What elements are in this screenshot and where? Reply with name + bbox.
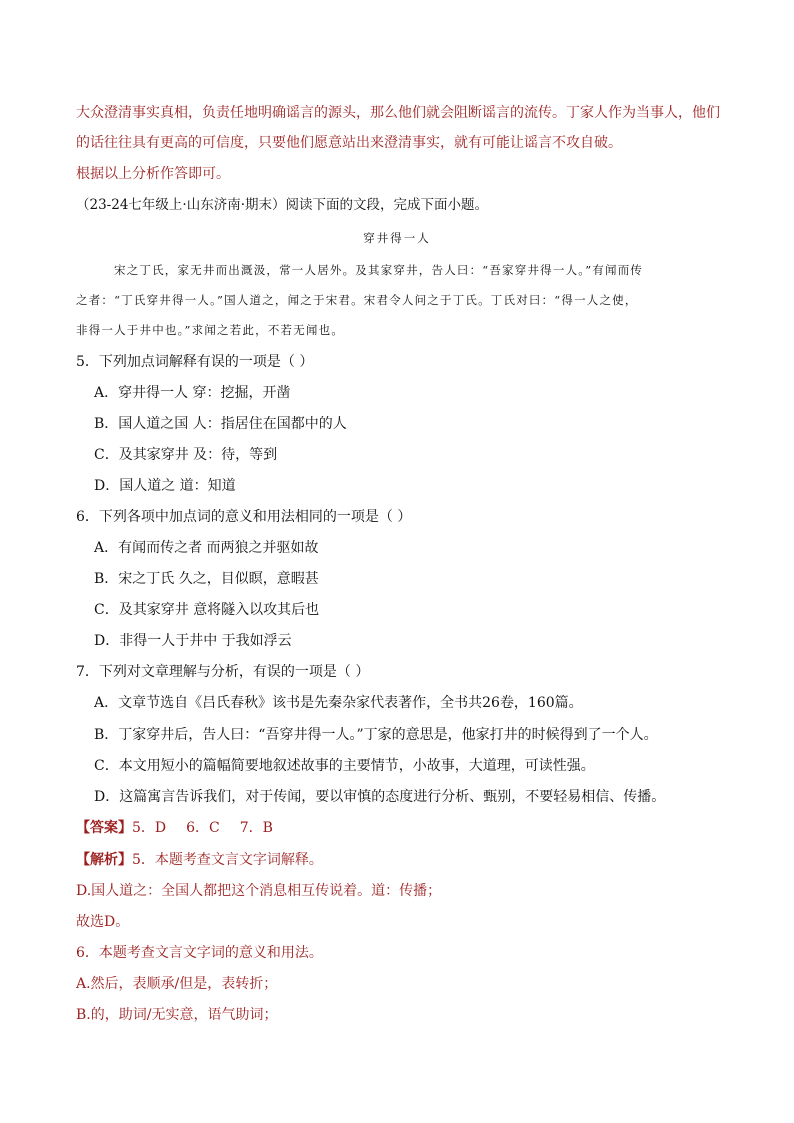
question-6-option-d: D．非得一人于井中 于我如浮云	[94, 633, 292, 649]
passage-source: （23-24七年级上·山东济南·期末）阅读下面的文段，完成下面小题。	[76, 197, 488, 213]
passage-line-2: 之者：“丁氏穿井得一人。”国人道之，闻之于宋君。宋君令人问之于丁氏。丁氏对曰：“得一人之使，	[76, 293, 638, 307]
passage-line-3: 非得一人于井中也。”求闻之若此，不若无闻也。	[76, 323, 345, 337]
question-5-stem: 5．下列加点词解释有误的一项是（ ）	[76, 354, 314, 370]
question-7-option-d: D．这篇寓言告诉我们，对于传闻，要以审慎的态度进行分析、甄别，不要轻易相信、传播。	[94, 789, 666, 805]
question-5-option-a: A．穿井得一人 穿：挖掘，开凿	[94, 385, 291, 401]
question-7-option-a: A．文章节选自《吕氏春秋》该书是先秦杂家代表著作，全书共26卷，160篇。	[94, 695, 583, 711]
passage-line-1: 宋之丁氏，家无井而出溉汲，常一人居外。及其家穿井，告人曰：“吾家穿井得一人。”有闻而传	[114, 263, 644, 277]
analysis-line-4: A.然后，表顺承/但是，表转折；	[76, 976, 278, 992]
question-5-option-b: B．国人道之国 人：指居住在国都中的人	[94, 416, 347, 432]
analysis-line-1: D.国人道之：全国人都把这个消息相互传说着。道：传播；	[76, 883, 442, 899]
question-6-stem: 6．下列各项中加点词的意义和用法相同的一项是（ ）	[76, 509, 412, 525]
analysis-tag: 【解析】	[76, 852, 132, 868]
analysis-line-3: 6．本题考查文言文字词的意义和用法。	[76, 945, 323, 961]
analysis-line	[76, 850, 323, 870]
analysis-line-2: 故选D。	[76, 914, 130, 930]
explanation-line-2: 的话往往具有更高的可信度，只要他们愿意站出来澄清事实，就有可能让谣言不攻自破。	[76, 135, 622, 151]
question-5-option-c: C．及其家穿井 及：待，等到	[94, 447, 278, 463]
question-6-option-c: C．及其家穿井 意将隧入以攻其后也	[94, 602, 320, 618]
explanation-line-3: 根据以上分析作答即可。	[76, 166, 230, 182]
question-7-option-b: B．丁家穿井后，告人曰：“吾穿井得一人。”丁家的意思是，他家打井的时候得到了一个人。	[94, 727, 658, 743]
question-6-option-b: B．宋之丁氏 久之，目似瞑，意暇甚	[94, 571, 319, 587]
question-7-option-c: C．本文用短小的篇幅简要地叙述故事的主要情节，小故事，大道理，可读性强。	[94, 758, 595, 774]
answer-5: 5．D	[132, 820, 167, 836]
answer-7: 7．B	[239, 820, 273, 836]
analysis-line-5: B.的，助词/无实意，语气助词；	[76, 1007, 278, 1023]
explanation-line-1: 大众澄清事实真相，负责任地明确谣言的源头，那么他们就会阻断谣言的流传。丁家人作为当事人，他们	[76, 105, 720, 121]
question-7-stem: 7．下列对文章理解与分析，有误的一项是（ ）	[76, 664, 370, 680]
answer-line	[76, 818, 273, 838]
question-6-option-a: A．有闻而传之者 而两狼之并驱如故	[94, 540, 319, 556]
passage-title: 穿井得一人	[363, 231, 431, 245]
question-5-option-d: D．国人道之 道：知道	[94, 478, 236, 494]
analysis-intro: 5．本题考查文言文字词解释。	[132, 852, 323, 868]
answer-6: 6．C	[186, 820, 220, 836]
answer-tag: 【答案】	[76, 820, 132, 836]
